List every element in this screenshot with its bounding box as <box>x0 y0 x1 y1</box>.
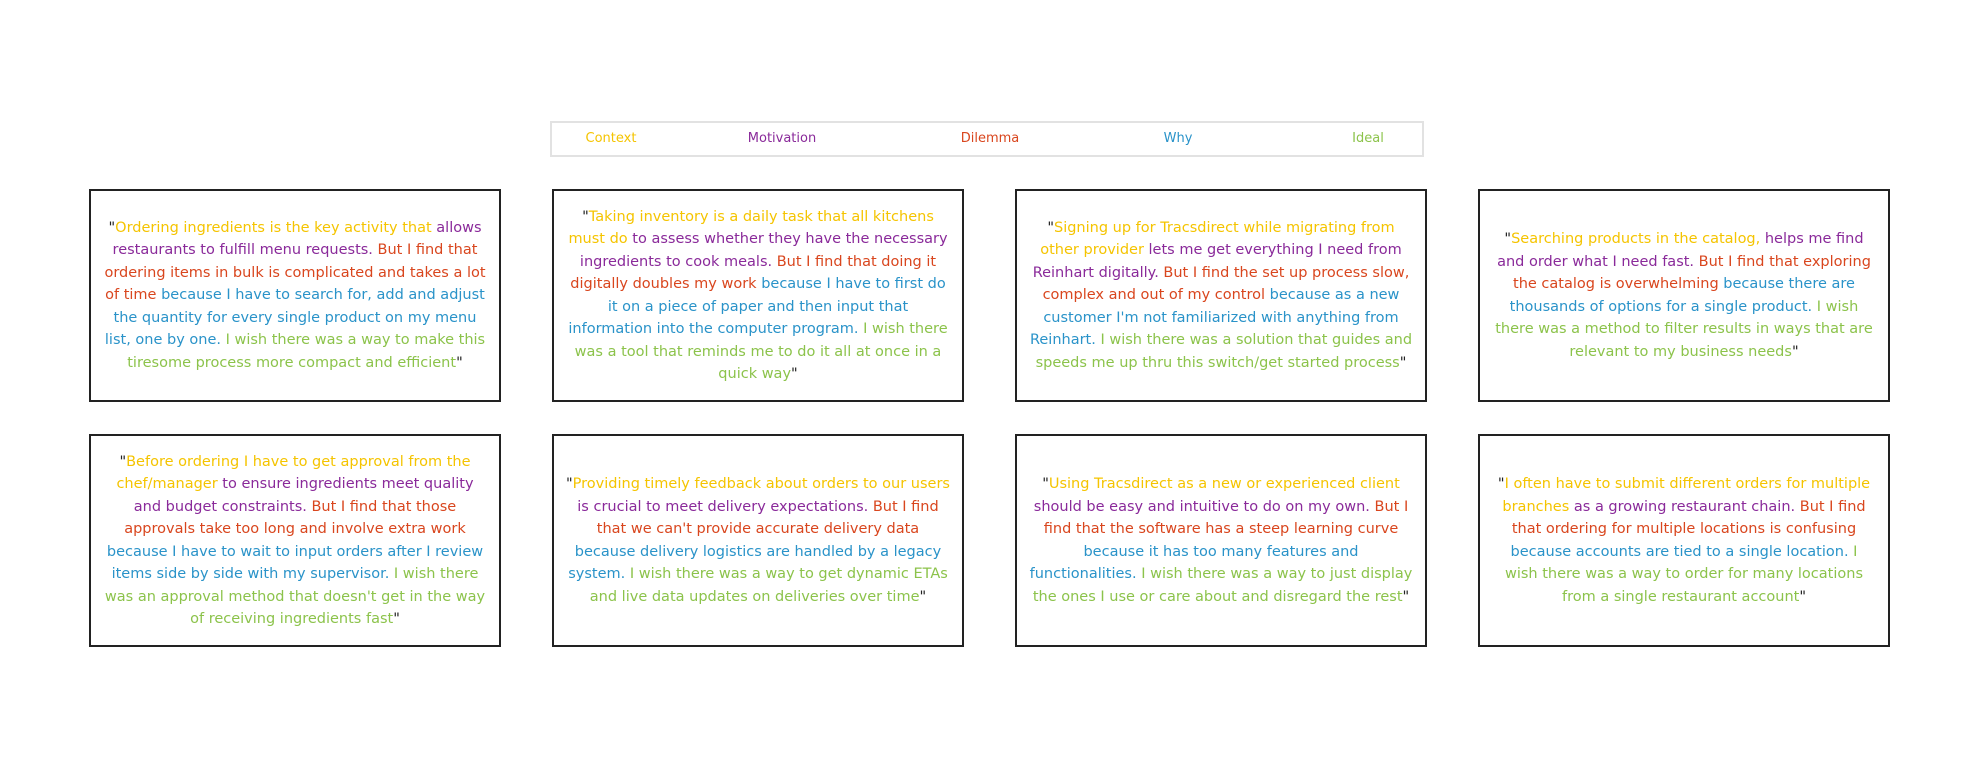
card-statement <box>1492 473 1876 608</box>
segment-context: Using Tracsdirect as a new or experienced client <box>1048 476 1400 492</box>
segment-plain: " <box>108 219 116 236</box>
segment-why: because I have to search for, add and adjust the quantity for every single product on my menu list, one by one. <box>104 287 485 349</box>
segment-ideal: I wish there was a way to make this tiresome process more compact and efficient <box>127 332 486 371</box>
segment-why: because accounts are tied to a single location. <box>1510 543 1854 560</box>
legend-item-why: Why <box>1163 131 1193 146</box>
segment-dilemma: But I find that those approvals take too long and involve extra work <box>124 498 466 537</box>
segment-plain: " <box>1791 343 1799 360</box>
legend-item-dilemma: Dilemma <box>960 131 1020 146</box>
persona-card <box>1015 189 1427 402</box>
segment-plain: " <box>582 208 589 225</box>
persona-card <box>89 189 501 402</box>
persona-card <box>89 434 501 647</box>
segment-context: I often have to submit different orders for multiple branches <box>1502 476 1871 515</box>
segment-why: because as a new customer I'm not familiarized with anything from Reinhart. <box>1029 287 1400 349</box>
segment-dilemma: But I find that doing it digitally doubles my work <box>570 253 937 292</box>
segment-dilemma: But I find that ordering items in bulk is complicated and takes a lot of time <box>104 242 486 304</box>
legend-item-context: Context <box>585 131 637 146</box>
segment-motivation: as a growing restaurant chain. <box>1573 498 1800 515</box>
segment-context: Ordering ingredients is the key activity that <box>115 219 437 236</box>
segment-plain: " <box>566 476 573 492</box>
segment-why: because I have to first do it on a piece of paper and then input that information into the computer program. <box>568 276 946 337</box>
segment-dilemma: But I find that we can't provide accurate delivery data <box>596 498 939 537</box>
persona-card <box>552 434 964 647</box>
segment-dilemma: But I find the set up process slow, complex and out of my control <box>1042 264 1410 304</box>
segment-plain: " <box>119 453 127 470</box>
segment-ideal: I wish there was a way to get dynamic ETAs and live data updates on deliveries over time <box>589 566 948 605</box>
segment-motivation: to ensure ingredients meet quality and budget constraints. <box>133 476 474 515</box>
segment-motivation: lets me get everything I need from Reinhart digitally. <box>1032 242 1402 281</box>
segment-dilemma: But I find that the software has a steep learning curve <box>1043 498 1409 537</box>
segment-why: because delivery logistics are handled by a legacy system. <box>568 543 942 582</box>
segment-why: because there are thousands of options for a single product. <box>1509 276 1855 315</box>
segment-context: Providing timely feedback about orders to our users <box>572 476 950 492</box>
segment-plain: " <box>1799 588 1807 605</box>
persona-card <box>1015 434 1427 647</box>
segment-plain: " <box>791 366 798 382</box>
card-statement <box>103 217 487 375</box>
persona-card <box>552 189 964 402</box>
segment-motivation: to assess whether they have the necessary ingredients to cook meals. <box>579 231 948 270</box>
card-statement <box>1492 228 1876 363</box>
card-statement <box>1029 473 1413 608</box>
segment-ideal: I wish there was a way to just display the ones I use or care about and disregard the rest <box>1032 566 1413 605</box>
segment-motivation: should be easy and intuitive to do on my own. <box>1033 498 1375 515</box>
segment-ideal: I wish there was a tool that reminds me to do it all at once in a quick way <box>574 321 948 382</box>
segment-motivation: is crucial to meet delivery expectations. <box>577 498 873 515</box>
segment-plain: " <box>1497 476 1505 492</box>
segment-why: because it has too many features and functionalities. <box>1029 543 1359 582</box>
segment-ideal: I wish there was a solution that guides and speeds me up thru this switch/get started process <box>1035 332 1413 371</box>
segment-plain: " <box>919 588 927 605</box>
segment-why: because I have to wait to input orders after I review items side by side with my supervisor. <box>106 543 484 582</box>
segment-plain: " <box>1504 231 1512 247</box>
segment-context: Searching products in the catalog, <box>1511 231 1765 247</box>
card-statement <box>103 451 487 631</box>
segment-plain: " <box>456 354 463 371</box>
legend-item-ideal: Ideal <box>1352 131 1384 146</box>
segment-dilemma: But I find that ordering for multiple locations is confusing <box>1511 498 1866 537</box>
segment-plain: " <box>1042 476 1049 492</box>
segment-plain: " <box>393 611 400 627</box>
segment-plain: " <box>1047 219 1054 236</box>
segment-ideal: I wish there was a way to order for many locations from a single restaurant account <box>1504 543 1863 605</box>
segment-motivation: allows restaurants to fulfill menu requests. <box>112 219 482 259</box>
segment-context: Before ordering I have to get approval from the chef/manager <box>116 453 471 492</box>
segment-ideal: I wish there was a method to filter results in ways that are relevant to my business needs <box>1495 298 1873 360</box>
segment-plain: " <box>1399 354 1407 371</box>
persona-card <box>1478 189 1890 402</box>
segment-dilemma: But I find that exploring the catalog is overwhelming <box>1513 253 1871 292</box>
persona-card <box>1478 434 1890 647</box>
card-statement <box>566 473 950 608</box>
card-statement <box>566 206 950 386</box>
segment-context: Taking inventory is a daily task that all kitchens must do <box>568 208 934 247</box>
segment-context: Signing up for Tracsdirect while migrating from other provider <box>1040 219 1395 259</box>
legend-item-motivation: Motivation <box>747 131 817 146</box>
segment-ideal: I wish there was an approval method that doesn't get in the way of receiving ingredients fast <box>104 566 486 627</box>
segment-motivation: helps me find and order what I need fast. <box>1497 231 1864 270</box>
card-statement <box>1029 217 1413 375</box>
segment-plain: " <box>1402 588 1410 605</box>
legend-bar <box>550 121 1424 157</box>
